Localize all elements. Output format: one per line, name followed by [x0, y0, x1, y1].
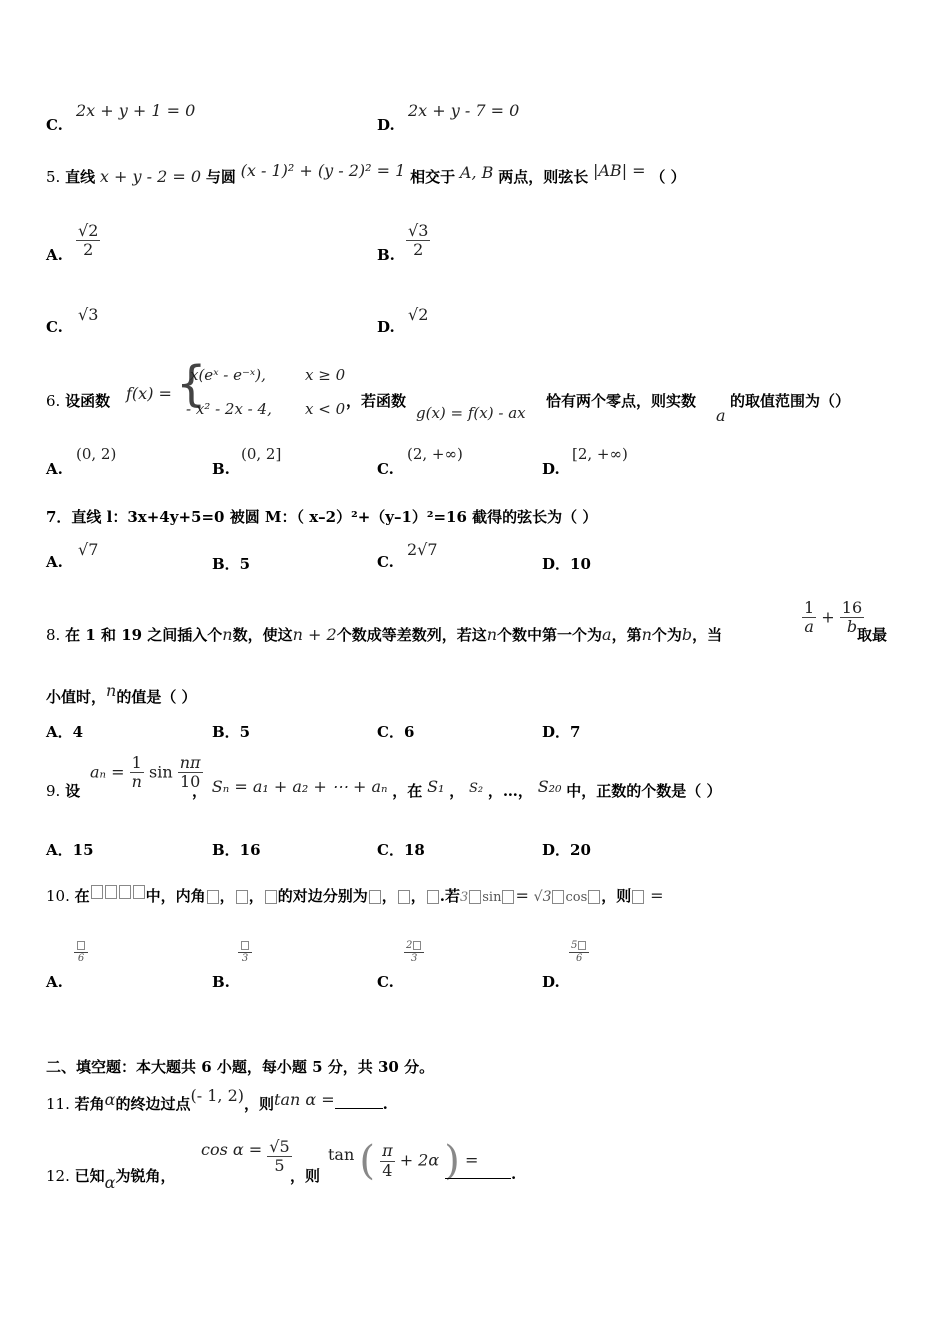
- q6-option-a: A.: [46, 460, 63, 478]
- q10-option-c-frac: $\frac{2}{3}$: [404, 940, 424, 964]
- q8-stem: 8. 在 1 和 19 之间插入个n数，使这n + 2个数成等差数列，若这n个数中第一个为a，第n个为b，当: [46, 625, 723, 644]
- q6-option-a-math: (0, 2): [76, 445, 117, 463]
- q4-option-d-label: D.: [377, 116, 395, 134]
- q8-option-b: B．5: [212, 723, 251, 741]
- q8-option-a: A．4: [46, 723, 84, 741]
- q6-option-b-math: (0, 2]: [241, 445, 282, 463]
- q6-case2-cond: x < 0: [305, 400, 346, 418]
- q6-num: 6. 设函数: [46, 392, 111, 410]
- q7-option-a-math: √7: [78, 540, 99, 559]
- q5-stem: 5. 直线 x + y - 2 = 0 与圆 (x - 1)² + (y - 2)² = 1 相交于 A, B 两点，则弦长 |AB| = （ ）: [46, 161, 686, 186]
- q5-option-c-math: √3: [78, 305, 99, 324]
- q7-option-b: B．5: [212, 555, 251, 573]
- q6-case1: x(eˣ - e⁻ˣ),: [190, 366, 266, 384]
- q4-option-c-math: 2x + y + 1 = 0: [76, 101, 196, 120]
- q6-option-d: D.: [542, 460, 560, 478]
- q5-option-a-frac: $\frac{√2}{2}$: [78, 221, 99, 260]
- q7-stem: 7．直线 l：3x+4y+5=0 被圆 M：（ x–2）²+（y–1）²=16 截得的弦长为（ ）: [46, 508, 598, 526]
- q10-option-c: C.: [377, 973, 394, 991]
- q4-option-c-label: C.: [46, 116, 63, 134]
- q6-t3: 恰有两个零点，则实数: [546, 392, 697, 410]
- q6-option-d-math: [2, +∞): [572, 445, 628, 463]
- q9-rest: ， Sₙ = a₁ + a₂ + ⋯ + aₙ ，在 S₁ ， S₂ ，…， S₂₀ 中，正数的个数是（ ）: [192, 777, 722, 800]
- q9-option-b: B．16: [212, 841, 261, 859]
- q9-num: 9. 设: [46, 782, 81, 800]
- q8-t8: 取最: [857, 626, 888, 644]
- q6-fx: f(x) =: [126, 384, 172, 403]
- q7-option-c: C.: [377, 553, 394, 571]
- q10-option-b: B.: [212, 973, 230, 991]
- q12-t3: ，则: [290, 1167, 321, 1185]
- q10-option-b-frac: 3: [238, 940, 252, 964]
- q11-stem: 11. 若角α的终边过点(- 1, 2)，则tan α = .: [46, 1086, 388, 1113]
- q12-stem-a: 12. 已知α为锐角，: [46, 1167, 176, 1192]
- q9-option-d: D．20: [542, 841, 591, 859]
- q8-fraction-expr: $\frac{1}{a}$ + $\frac{16}{b}$: [804, 598, 863, 637]
- q9-option-a: A．15: [46, 841, 94, 859]
- q6-case2: - x² - 2x - 4,: [186, 400, 272, 418]
- q10-option-a: A.: [46, 973, 63, 991]
- q10-option-a-frac: 6: [74, 940, 88, 964]
- q12-tan-expr: tan ( $\frac{\pi}{4}$ + 2α ) =: [328, 1138, 479, 1184]
- q6-t2: ，若函数: [346, 392, 407, 410]
- q10-option-d-frac: $\frac{5}{6}$: [569, 940, 589, 964]
- q4-option-d-math: 2x + y - 7 = 0: [408, 101, 520, 120]
- q5-option-a: A.: [46, 246, 63, 264]
- q6-option-c: C.: [377, 460, 394, 478]
- q5-option-c: C.: [46, 318, 63, 336]
- q8-stem-cont: 小值时，n的值是（ ）: [46, 681, 197, 706]
- q9-option-c: C．18: [377, 841, 425, 859]
- q6-a: a: [716, 406, 726, 425]
- q6-brace: {: [176, 356, 207, 412]
- q12-cos-expr: cos α = $\frac{√5}{5}$: [201, 1137, 290, 1176]
- q7-option-d: D．10: [542, 555, 591, 573]
- q6-t4: 的取值范围为（）: [730, 392, 851, 410]
- q7-option-a: A.: [46, 553, 63, 571]
- q5-option-d: D.: [377, 318, 395, 336]
- q7-option-c-math: 2√7: [407, 540, 438, 559]
- q9-an-def: aₙ = $\frac{1}{n}$ sin $\frac{n\pi}{10}$: [90, 753, 201, 792]
- q10-stem: 10. 在 中，内角 ， ， 的对边分别为 ， ， .若3 sin = √3 cos ，则 =: [46, 886, 664, 905]
- q12-answer-blank[interactable]: .: [445, 1165, 516, 1183]
- q6-case1-cond: x ≥ 0: [305, 366, 346, 384]
- q10-option-d: D.: [542, 973, 560, 991]
- q5-option-b-frac: $\frac{√3}{2}$: [408, 221, 429, 260]
- q8-option-c: C．6: [377, 723, 415, 741]
- q6-gx: g(x) = f(x) - ax: [416, 404, 526, 422]
- q6-option-b: B.: [212, 460, 230, 478]
- q8-option-d: D．7: [542, 723, 581, 741]
- q5-option-b: B.: [377, 246, 395, 264]
- q6-option-c-math: (2, +∞): [407, 445, 463, 463]
- q5-option-d-math: √2: [408, 305, 429, 324]
- section-2-title: 二、填空题：本大题共 6 小题，每小题 5 分，共 30 分。: [46, 1058, 435, 1076]
